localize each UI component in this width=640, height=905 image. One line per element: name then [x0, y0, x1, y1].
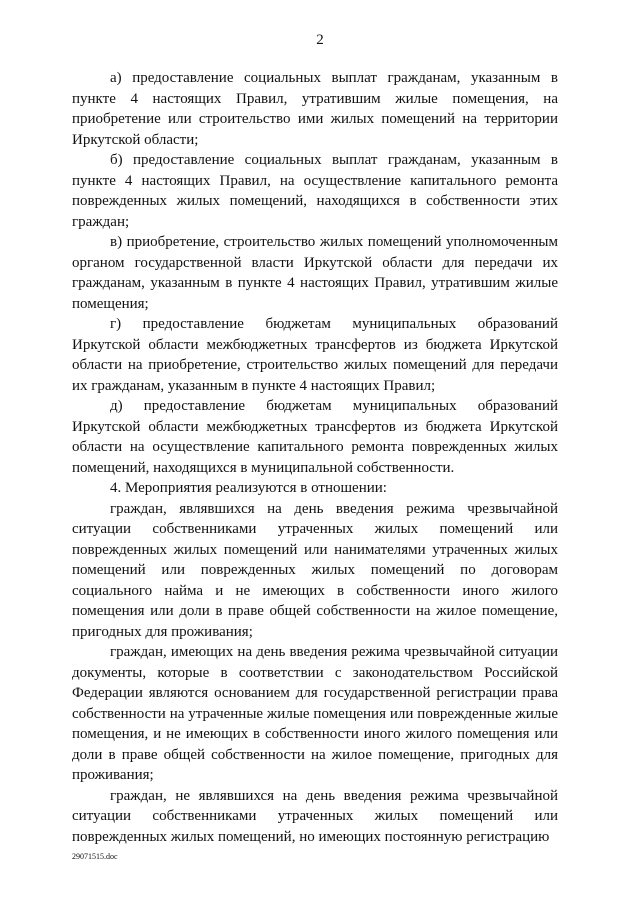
paragraph-a: а) предоставление социальных выплат гражданам, указанным в пункте 4 настоящих Правил, утратившим жилые помещения, на приобретение или строительство ими жилых помещений на территории Иркутской области;: [72, 70, 558, 148]
paragraph-d: д) предоставление бюджетам муниципальных образований Иркутской области межбюджетных трансфертов из бюджета Иркутской области на осуществление капитального ремонта поврежденных жилых помещений, находящихся в муниципальной собственности.: [72, 398, 558, 476]
paragraph-v: в) приобретение, строительство жилых помещений уполномоченным органом государственной власти Иркутской области для передачи их гражданам, указанным в пункте 4 настоящих Правил, утратившим жилые помещения;: [72, 234, 558, 312]
paragraph-citizens-registration: граждан, не являвшихся на день введения режима чрезвычайной ситуации собственниками утраченных жилых помещений или поврежденных жилых помещений, но имеющих постоянную регистрацию: [72, 787, 558, 845]
paragraph-citizens-documents: граждан, имеющих на день введения режима чрезвычайной ситуации документы, которые в соответствии с законодательством Российской Федерации являются основанием для государственной регистрации права собственности на утраченные жилые помещения или поврежденные жилые помещения, и не имеющих в собственности иного жилого помещения или доли в праве общей собственности на жилое помещение, пригодных для проживания;: [72, 644, 558, 783]
document-body: [72, 68, 558, 847]
paragraph-b: б) предоставление социальных выплат гражданам, указанным в пункте 4 настоящих Правил, на осуществление капитального ремонта поврежденных жилых помещений, находящихся в собственности этих граждан;: [72, 152, 558, 230]
page-number: 2: [316, 32, 324, 48]
file-name-footer: 29071515.doc: [72, 852, 118, 861]
paragraph-section-4: 4. Мероприятия реализуются в отношении:: [110, 480, 387, 496]
paragraph-citizens-owners: граждан, являвшихся на день введения режима чрезвычайной ситуации собственниками утраченных жилых помещений или поврежденных жилых помещений или нанимателями утраченных жилых помещений или поврежденных жилых помещений по договорам социального найма и не имеющих в собственности иного жилого помещения или доли в праве общей собственности на жилое помещение, пригодных для проживания;: [72, 500, 558, 640]
paragraph-g: г) предоставление бюджетам муниципальных образований Иркутской области межбюджетных трансфертов из бюджета Иркутской области на приобретение, строительство жилых помещений для передачи их гражданам, указанным в пункте 4 настоящих Правил;: [72, 316, 558, 394]
